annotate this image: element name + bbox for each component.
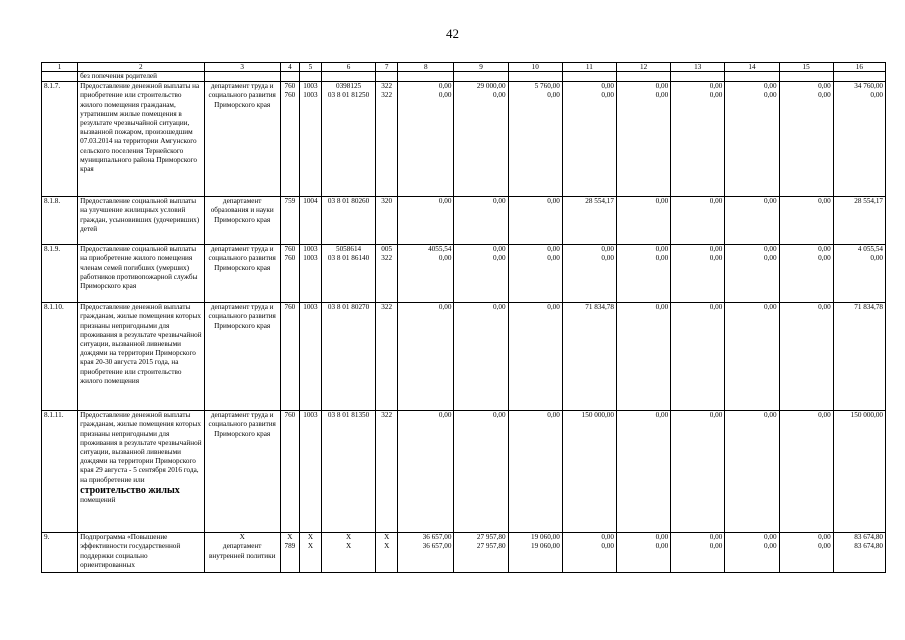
line-cells — [671, 411, 725, 533]
value-text: 322 — [381, 91, 393, 100]
value-text: 320 — [381, 197, 393, 206]
line-cells — [562, 245, 616, 303]
value-text: 0,00 — [601, 245, 614, 254]
header-cell: 10 — [508, 63, 562, 72]
value-text: 0,00 — [547, 411, 560, 420]
num-cell — [42, 72, 78, 82]
value-text: 0,00 — [547, 245, 560, 254]
line-cells — [779, 82, 833, 197]
value-text: 0,00 — [547, 303, 560, 312]
line-cells — [616, 197, 670, 245]
value-text: 0,00 — [709, 411, 723, 420]
value-text: 03 8 01 81250 — [327, 91, 370, 100]
value-text: 1003 — [303, 245, 318, 254]
value-text: 29 000,00 — [476, 82, 506, 91]
line-cells — [779, 245, 833, 303]
value-text: 4 055,54 — [857, 245, 883, 254]
line-cells — [280, 197, 299, 245]
line-cells — [562, 411, 616, 533]
line-cells — [562, 82, 616, 197]
line-cells — [280, 533, 299, 573]
header-cell: 4 — [280, 63, 299, 72]
value-text: 1003 — [303, 254, 318, 263]
line-cells — [671, 245, 725, 303]
line-cells — [321, 82, 375, 197]
value-text: 150 000,00 — [850, 411, 883, 420]
line-cells — [280, 411, 299, 533]
value-text: 0,00 — [709, 197, 723, 206]
value-text: 0,00 — [493, 303, 506, 312]
value-text: 0,00 — [870, 91, 883, 100]
value-text: 0,00 — [818, 91, 831, 100]
value-text: 0,00 — [547, 197, 560, 206]
num-cell: 8.1.9. — [42, 245, 78, 303]
dept-cell: департамент образования и науки Приморского края — [204, 197, 280, 245]
line-cells — [779, 533, 833, 573]
line-cells — [321, 245, 375, 303]
value-text: 0,00 — [493, 245, 506, 254]
line-cells — [508, 197, 562, 245]
table-row — [42, 533, 886, 573]
value-text: 0,00 — [655, 254, 669, 263]
header-cell: 2 — [78, 63, 204, 72]
value-text: 0,00 — [763, 533, 777, 542]
name-text: Предоставление денежной выплаты гражданам, жилые помещения которых признаны непригодными для проживания в результате чрезвычайной ситуации, вызванной ливневыми дождями на территории Приморского края 29 августа - 5 сентября 2016 года, на приобретение или — [80, 411, 202, 484]
budget-table — [41, 62, 886, 573]
table-row — [42, 72, 886, 82]
line-cells — [299, 411, 321, 533]
header-cell: 11 — [562, 63, 616, 72]
value-text: Х — [307, 542, 314, 551]
line-cells — [454, 303, 508, 411]
value-text: 0,00 — [763, 411, 777, 420]
line-cells — [779, 411, 833, 533]
dept-cell — [204, 72, 280, 82]
value-text: 0,00 — [438, 91, 452, 100]
value-text: Х — [345, 542, 352, 551]
value-text: 4055,54 — [428, 245, 452, 254]
value-text: 0,00 — [763, 82, 777, 91]
line-cells — [299, 303, 321, 411]
table-body — [42, 63, 886, 573]
value-text: 322 — [381, 254, 393, 263]
value-text: 0,00 — [709, 245, 723, 254]
value-text: 0,00 — [655, 82, 669, 91]
value-text: 5 760,00 — [534, 82, 560, 91]
value-text: 03 8 01 80260 — [327, 197, 370, 206]
value-text: 0,00 — [709, 91, 723, 100]
value-text: Х — [384, 533, 390, 542]
line-cells — [299, 82, 321, 197]
header-cell: 7 — [376, 63, 398, 72]
value-text: 760 — [284, 254, 296, 263]
value-text: 322 — [381, 82, 393, 91]
value-text: 28 554,17 — [854, 197, 883, 206]
header-cell: 16 — [833, 63, 885, 72]
line-cells — [376, 533, 398, 573]
value-text: 0,00 — [547, 91, 560, 100]
line-cells — [725, 533, 779, 573]
dept-cell: департамент труда и социального развития Приморского края — [204, 411, 280, 533]
value-text: 0,00 — [438, 197, 452, 206]
line-cells — [299, 533, 321, 573]
line-cells — [280, 303, 299, 411]
value-text: 1003 — [303, 303, 318, 312]
value-text: Х — [307, 533, 314, 542]
value-text: 760 — [284, 91, 296, 100]
num-cell: 9. — [42, 533, 78, 573]
value-text: 28 554,17 — [585, 197, 614, 206]
value-text: 0,00 — [818, 411, 831, 420]
value-text: 322 — [381, 303, 393, 312]
value-text: 0,00 — [818, 245, 831, 254]
value-text: 71 834,78 — [854, 303, 883, 312]
name-cell — [78, 411, 204, 533]
dept-cell: департамент труда и социального развития Приморского края — [204, 245, 280, 303]
header-cell: 8 — [398, 63, 454, 72]
value-text: 150 000,00 — [581, 411, 614, 420]
line-cells — [321, 303, 375, 411]
line-cells — [398, 303, 454, 411]
value-text: 759 — [284, 197, 296, 206]
line-cells — [616, 82, 670, 197]
line-cells — [671, 197, 725, 245]
value-text: 0,00 — [709, 303, 723, 312]
line-cells — [671, 533, 725, 573]
line-cells — [616, 245, 670, 303]
line-cells — [725, 303, 779, 411]
value-text: 0,00 — [493, 91, 506, 100]
header-cell: 9 — [454, 63, 508, 72]
line-cells — [562, 303, 616, 411]
value-text: 322 — [381, 411, 393, 420]
line-cells — [833, 197, 885, 245]
table-row — [42, 245, 886, 303]
page-number: 42 — [446, 26, 459, 41]
value-text: 0,00 — [655, 542, 669, 551]
value-text: 0,00 — [655, 245, 669, 254]
value-text: 0,00 — [818, 533, 831, 542]
value-text: 0,00 — [547, 254, 560, 263]
header-row — [42, 63, 886, 72]
header-cell: 15 — [779, 63, 833, 72]
value-text: 1004 — [303, 197, 318, 206]
value-text: 0,00 — [818, 197, 831, 206]
value-text: Х — [287, 533, 293, 542]
value-text: 0,00 — [763, 245, 777, 254]
value-text: 36 657,00 — [422, 542, 452, 551]
value-text: 71 834,78 — [585, 303, 614, 312]
dept-cell: департамент труда и социального развития Приморского края — [204, 303, 280, 411]
line-cells — [454, 245, 508, 303]
value-text: 0,00 — [818, 82, 831, 91]
line-cells — [376, 245, 398, 303]
line-cells — [321, 197, 375, 245]
value-text: 19 060,00 — [531, 533, 560, 542]
value-text: 0,00 — [709, 254, 723, 263]
header-cell: 12 — [616, 63, 670, 72]
value-text: 1003 — [303, 82, 318, 91]
header-cell: 6 — [321, 63, 375, 72]
value-text: 0,00 — [601, 91, 614, 100]
line-cells — [833, 245, 885, 303]
value-text: 0,00 — [655, 303, 669, 312]
dept-cell: департамент труда и социального развития Приморского края — [204, 82, 280, 197]
line-cells — [671, 303, 725, 411]
line-cells — [833, 303, 885, 411]
value-text: 0,00 — [655, 533, 669, 542]
header-cell: 1 — [42, 63, 78, 72]
value-text: 0,00 — [709, 82, 723, 91]
line-cells — [454, 82, 508, 197]
value-text: 0,00 — [438, 411, 452, 420]
value-text: 0,00 — [709, 542, 723, 551]
line-cells — [376, 82, 398, 197]
table-row — [42, 303, 886, 411]
line-cells — [398, 411, 454, 533]
value-text: 36 657,00 — [422, 533, 452, 542]
value-text: 0,00 — [601, 542, 614, 551]
value-text: 0,00 — [818, 254, 831, 263]
value-text: 0,00 — [601, 533, 614, 542]
value-text: 83 674,80 — [854, 533, 883, 542]
line-cells — [321, 533, 375, 573]
line-cells — [833, 82, 885, 197]
value-text: 1003 — [303, 91, 318, 100]
num-cell: 8.1.7. — [42, 82, 78, 197]
line-cells — [833, 533, 885, 573]
line-cells — [321, 411, 375, 533]
line-cells — [725, 82, 779, 197]
value-text: 0,00 — [655, 197, 669, 206]
line-cells — [725, 197, 779, 245]
dept-text: Х — [239, 533, 245, 542]
name-cell: без попечения родителей — [78, 72, 204, 82]
table-row — [42, 197, 886, 245]
line-cells — [508, 533, 562, 573]
header-cell: 3 — [204, 63, 280, 72]
value-text: 760 — [284, 82, 296, 91]
value-text: 0,00 — [763, 542, 777, 551]
value-text: 27 957,80 — [476, 542, 506, 551]
value-text: 0,00 — [493, 197, 506, 206]
line-cells — [398, 533, 454, 573]
line-cells — [280, 82, 299, 197]
line-cells — [508, 82, 562, 197]
header-cell: 5 — [299, 63, 321, 72]
value-text: 0,00 — [818, 303, 831, 312]
name-cell: Предоставление социальной выплаты на приобретение жилого помещения членам семей погибших (умерших) работников противопожарной службы Приморского края — [78, 245, 204, 303]
line-cells — [454, 411, 508, 533]
value-text: 03 8 01 81350 — [327, 411, 370, 420]
num-cell: 8.1.8. — [42, 197, 78, 245]
value-text: 0,00 — [709, 533, 723, 542]
value-text: 5058614 — [335, 245, 362, 254]
name-cell: Подпрограмма «Повышение эффективности государственной поддержки социально ориентированных — [78, 533, 204, 573]
value-text: 0,00 — [763, 303, 777, 312]
value-text: 0,00 — [438, 82, 452, 91]
value-text: 19 060,00 — [531, 542, 560, 551]
value-text: 1003 — [303, 411, 318, 420]
value-text: 760 — [284, 245, 296, 254]
header-cell: 14 — [725, 63, 779, 72]
line-cells — [833, 411, 885, 533]
line-cells — [725, 411, 779, 533]
value-text: Х — [384, 542, 390, 551]
line-cells — [280, 245, 299, 303]
value-text: 0,00 — [601, 254, 614, 263]
name-text-end: помещений — [80, 495, 116, 504]
value-text: 0398125 — [335, 82, 362, 91]
name-cell: Предоставление денежной выплаты на приобретение или строительство жилого помещения гражданам, утратившим жилые помещения в результате чрезвычайной ситуации, вызванной пожаром, произошедшим 07.03.2014 на территории Амгунского сельского поселения Тернейского муниципального района Приморского края — [78, 82, 204, 197]
value-text: 0,00 — [763, 197, 777, 206]
value-text: 0,00 — [438, 254, 452, 263]
value-text: 789 — [284, 542, 296, 551]
line-cells — [376, 197, 398, 245]
value-text: 0,00 — [601, 82, 614, 91]
line-cells — [454, 197, 508, 245]
line-cells — [508, 303, 562, 411]
line-cells — [508, 245, 562, 303]
line-cells — [376, 411, 398, 533]
line-cells — [725, 245, 779, 303]
value-text: 34 760,00 — [854, 82, 883, 91]
table-row — [42, 411, 886, 533]
value-text: 760 — [284, 303, 296, 312]
line-cells — [671, 82, 725, 197]
value-text: 03 8 01 80270 — [327, 303, 370, 312]
value-text: 0,00 — [655, 411, 669, 420]
line-cells — [616, 411, 670, 533]
value-text: 0,00 — [763, 254, 777, 263]
value-text: 0,00 — [493, 254, 506, 263]
dept-text: департамент внутренней политики — [208, 542, 276, 560]
table-row — [42, 82, 886, 197]
line-cells — [299, 245, 321, 303]
value-text: 0,00 — [870, 254, 883, 263]
value-text: Х — [345, 533, 352, 542]
line-cells — [562, 533, 616, 573]
value-text: 0,00 — [438, 303, 452, 312]
value-text: 005 — [381, 245, 393, 254]
value-text: 03 8 01 86140 — [327, 254, 370, 263]
value-text: 0,00 — [655, 91, 669, 100]
line-cells — [398, 82, 454, 197]
dept-cell — [204, 533, 280, 573]
name-cell: Предоставление социальной выплаты на улучшение жилищных условий граждан, усыновивших (удочеривших) детей — [78, 197, 204, 245]
value-text: 760 — [284, 411, 296, 420]
line-cells — [454, 533, 508, 573]
line-cells — [299, 197, 321, 245]
line-cells — [562, 197, 616, 245]
value-text: 0,00 — [763, 91, 777, 100]
line-cells — [398, 245, 454, 303]
line-cells — [616, 533, 670, 573]
value-text: 0,00 — [493, 411, 506, 420]
line-cells — [616, 303, 670, 411]
num-cell: 8.1.10. — [42, 303, 78, 411]
value-text: 83 674,80 — [854, 542, 883, 551]
num-cell: 8.1.11. — [42, 411, 78, 533]
value-text: 0,00 — [818, 542, 831, 551]
name-text-large: строительство жилых — [80, 484, 180, 496]
line-cells — [376, 303, 398, 411]
line-cells — [779, 197, 833, 245]
line-cells — [779, 303, 833, 411]
header-cell: 13 — [671, 63, 725, 72]
name-cell: Предоставление денежной выплаты гражданам, жилые помещения которых признаны непригодными для проживания в результате чрезвычайной ситуации, вызванной ливневыми дождями на территории Приморского края 20-30 августа 2015 года, на приобретение или строительство жилого помещения — [78, 303, 204, 411]
line-cells — [398, 197, 454, 245]
line-cells — [508, 411, 562, 533]
value-text: 27 957,80 — [476, 533, 506, 542]
